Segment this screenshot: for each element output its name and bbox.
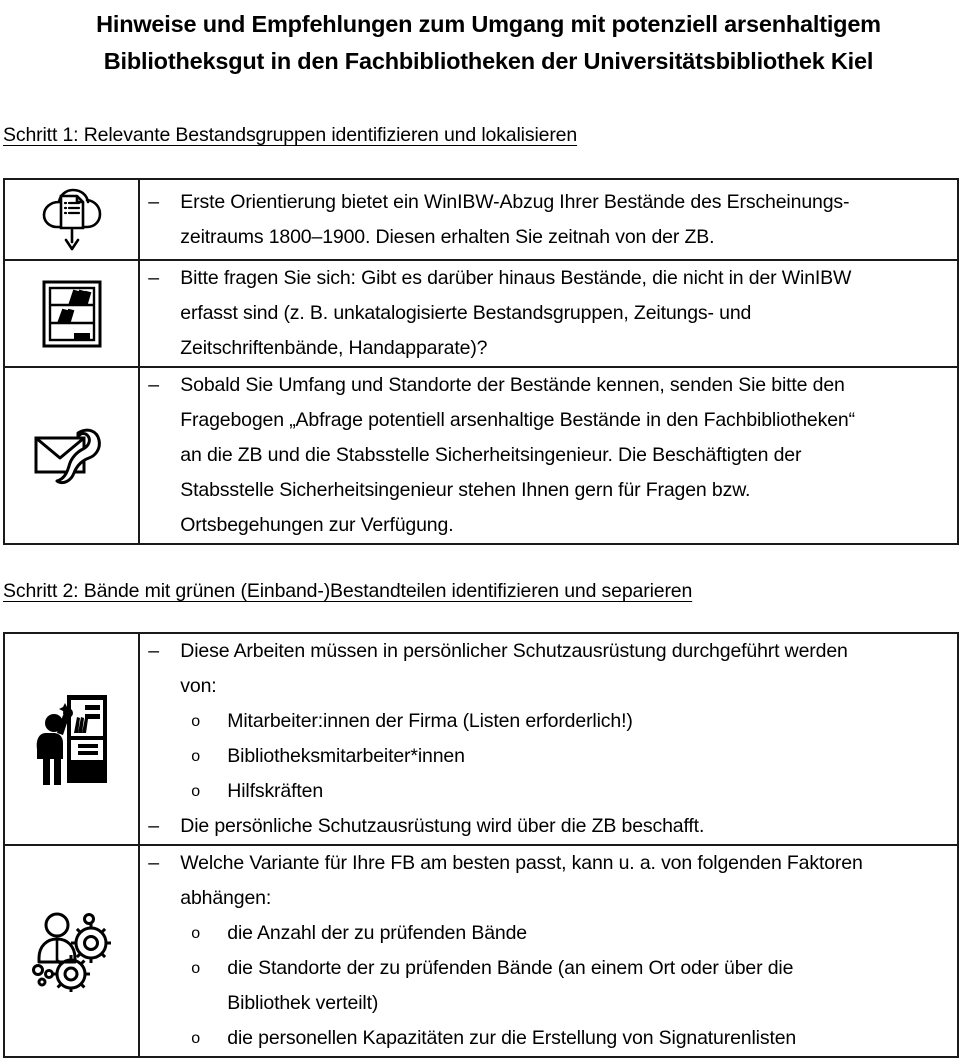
sub-bullet-list: [180, 916, 957, 1056]
sub-list-item-line: die Standorte der zu prüfenden Bände (an einem Ort oder über die: [227, 957, 794, 979]
table-row: [4, 367, 958, 544]
list-item-line: Diese Arbeiten müssen in persönlicher Schutzausrüstung durchgeführt werden: [180, 640, 848, 662]
list-item: [140, 634, 957, 809]
circle-marker: o: [191, 713, 201, 730]
list-item-line: abhängen:: [180, 887, 272, 909]
list-item: [140, 185, 957, 255]
sub-list-item-line: Bibliotheksmitarbeiter*innen: [227, 745, 465, 767]
list-item-line: Bitte fragen Sie sich: Gibt es darüber hinaus Bestände, die nicht in der WinIBW: [180, 267, 852, 289]
icon-cell: [4, 367, 139, 544]
bullet-list: [140, 185, 957, 255]
circle-marker: o: [191, 960, 201, 977]
list-item-line: Welche Variante für Ihre FB am besten passt, kann u. a. von folgenden Faktoren: [180, 852, 863, 874]
sub-list-item: [180, 774, 957, 809]
section-heading-schritt-1: Schritt 1: Relevante Bestandsgruppen identifizieren und lokalisieren: [3, 124, 578, 146]
dash-marker: –: [148, 374, 159, 396]
person-at-bookshelf-icon: [5, 691, 138, 787]
section-1-table: [3, 178, 959, 545]
list-item-line: erfasst sind (z. B. unkatalogisierte Bestandsgruppen, Zeitungs- und: [180, 302, 752, 324]
icon-cell: [4, 633, 139, 845]
content-cell: [139, 845, 958, 1057]
content-cell: [139, 633, 958, 845]
envelope-phone-contact-icon: [5, 421, 138, 491]
sub-list-item-line: Bibliothek verteilt): [227, 992, 379, 1014]
list-item-line: Ortsbegehungen zur Verfügung.: [180, 514, 454, 536]
sub-list-item: [180, 951, 957, 1021]
section-1-heading-wrapper: [0, 123, 977, 147]
section-2-heading-wrapper: [0, 579, 977, 603]
person-with-gears-icon: [5, 910, 138, 992]
list-item: [140, 368, 957, 543]
list-item-line: Die persönliche Schutzausrüstung wird über die ZB beschafft.: [180, 815, 705, 837]
sub-list-item: [180, 739, 957, 774]
page-title: [0, 0, 977, 80]
dash-marker: –: [148, 815, 159, 837]
sub-list-item: [180, 916, 957, 951]
section-2-table: [3, 632, 959, 1058]
section-1-table-wrapper: [0, 178, 977, 545]
bullet-list: [140, 261, 957, 366]
sub-list-item: [180, 1021, 957, 1056]
content-cell: [139, 179, 958, 260]
list-item-line: Zeitschriftenbände, Handapparate)?: [180, 337, 488, 359]
list-item-line: an die ZB und die Stabsstelle Sicherheitsingenieur. Die Beschäftigten der: [180, 444, 802, 466]
circle-marker: o: [191, 925, 201, 942]
list-item-line: Fragebogen „Abfrage potentiell arsenhaltige Bestände in den Fachbibliotheken“: [180, 409, 855, 431]
sub-list-item-line: Mitarbeiter:innen der Firma (Listen erforderlich!): [227, 710, 633, 732]
list-item-line: Erste Orientierung bietet ein WinIBW-Abzug Ihrer Bestände des Erscheinungs-: [180, 190, 850, 213]
content-cell: [139, 260, 958, 367]
table-row: [4, 633, 958, 845]
table-row: [4, 179, 958, 260]
dash-marker: –: [148, 640, 159, 662]
list-item-line: Stabsstelle Sicherheitsingenieur stehen Ihnen gern für Fragen bzw.: [180, 479, 751, 501]
cloud-document-download-icon: [5, 188, 138, 252]
list-item: [140, 846, 957, 1056]
bullet-list: [140, 634, 957, 844]
list-item-line: zeitraums 1800–1900. Diesen erhalten Sie zeitnah von der ZB.: [180, 225, 715, 248]
dash-marker: –: [148, 267, 159, 289]
circle-marker: o: [191, 748, 201, 765]
section-heading-schritt-2: Schritt 2: Bände mit grünen (Einband-)Bestandteilen identifizieren und separieren: [3, 580, 693, 602]
sub-bullet-list: [180, 704, 957, 809]
dash-marker: –: [148, 190, 159, 213]
list-item: [140, 261, 957, 366]
table-row: [4, 845, 958, 1057]
bookshelf-icon: [5, 279, 138, 349]
page-title-line-1: Hinweise und Empfehlungen zum Umgang mit potenziell arsenhaltigem: [96, 11, 881, 37]
list-item-line: von:: [180, 675, 217, 697]
page-title-line-2: Bibliotheksgut in den Fachbibliotheken der Universitätsbibliothek Kiel: [103, 48, 874, 74]
list-item: [140, 809, 957, 844]
icon-cell: [4, 845, 139, 1057]
circle-marker: o: [191, 1030, 201, 1047]
content-cell: [139, 367, 958, 544]
bullet-list: [140, 368, 957, 543]
icon-cell: [4, 260, 139, 367]
bullet-list: [140, 846, 957, 1056]
sub-list-item-line: die personellen Kapazitäten zur die Erstellung von Signaturenlisten: [227, 1027, 797, 1049]
section-2-table-wrapper: [0, 632, 977, 1058]
sub-list-item: [180, 704, 957, 739]
list-item-line: Sobald Sie Umfang und Standorte der Bestände kennen, senden Sie bitte den: [180, 374, 845, 396]
table-row: [4, 260, 958, 367]
dash-marker: –: [148, 852, 159, 874]
sub-list-item-line: die Anzahl der zu prüfenden Bände: [227, 922, 527, 944]
sub-list-item-line: Hilfskräften: [227, 780, 324, 802]
circle-marker: o: [191, 783, 201, 800]
icon-cell: [4, 179, 139, 260]
